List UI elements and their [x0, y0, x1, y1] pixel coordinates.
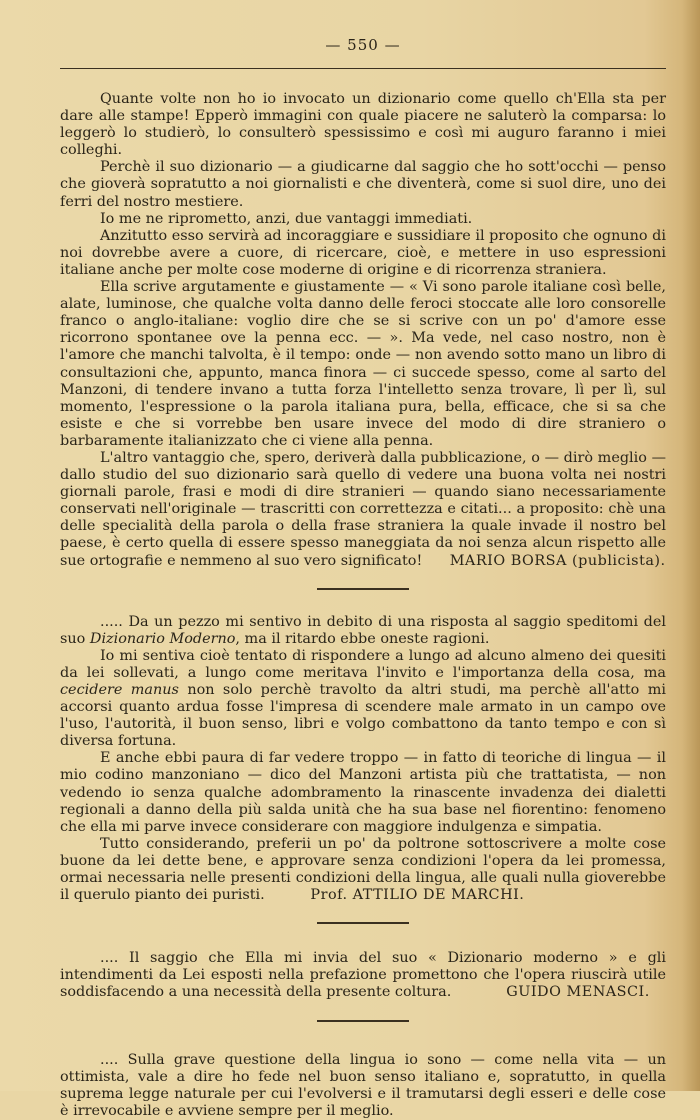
signature: Prof. ATTILIO DE MARCHI.	[310, 887, 525, 904]
letter-de-marchi	[60, 614, 666, 905]
letter-fragment	[60, 1052, 666, 1120]
paragraph: Anzitutto esso servirà ad incoraggiare e sussidiare il proposito che ognuno di noi dovrebbe avere a cuore, di ricercare, cioè, e mettere in uso espressioni italiane anche per molte cose moderne di origine e di ricorrenza straniera.	[60, 227, 666, 278]
separator-rule	[317, 1020, 409, 1022]
paragraph: .... Sulla grave questione della lingua io sono — come nella vita — un ottimista, vale a dire ho fede nel buon senso italiano e, sopratutto, in quella suprema legge naturale per cui l'evolversi e il tramutarsi degli esseri e delle cose è irrevocabile e avviene sempre per il meglio.	[60, 1051, 666, 1119]
letter-menasci	[60, 950, 666, 1001]
paragraph-text: Io mi sentiva cioè tentato di rispondere a lungo ad alcuno almeno dei quesiti da lei sollevati, a lungo come meritava l'invito e l'importanza della cosa, ma	[60, 647, 666, 681]
separator-rule	[317, 922, 409, 924]
paragraph: Io me ne riprometto, anzi, due vantaggi immediati.	[100, 210, 473, 227]
paragraph	[60, 614, 666, 648]
paragraph: E anche ebbi paura di far vedere troppo — in fatto di teoriche di lingua — il mio codino manzoniano — dico del Manzoni artista più che trattatista, — non vedendo io senza qualche adombramento la rinascente invadenza dei dialetti regionali a danno della più salda unità che ha sua base nel fiorentino: fenomeno che ella mi parve invece considerare con maggiore indulgenza e simpatia.	[60, 750, 666, 835]
paragraph-text: Tutto considerando, preferii un po' da poltrone sottoscrivere a molte cose buone da lei dette bene, e approvare senza condizioni l'opera da lei promessa, ormai necessaria nelle presenti condizioni della lingua, alle quali nulla gioverebbe il querulo pianto dei puristi.	[60, 835, 666, 904]
paragraph	[60, 950, 666, 1001]
paragraph-text: ..... Da un pezzo mi sentivo in debito di una risposta al saggio speditomi del suo	[60, 613, 666, 647]
paragraph-text: .... Il saggio che Ella mi invia del suo « Dizionario moderno » e gli intendimenti da Lei esposti nella prefazione promettono che l'opera riuscirà utile soddisfacendo a una necessità della presente coltura.	[60, 950, 666, 1001]
letter-borsa	[60, 91, 666, 570]
paragraph: Quante volte non ho io invocato un dizionario come quello ch'Ella sta per dare alle stampe! Epperò immagini con quale piacere ne saluterò la comparsa: lo leggerò lo studierò, lo consulterò spessissimo e così mi auguro faranno i miei colleghi.	[60, 91, 666, 159]
paragraph: Ella scrive argutamente e giustamente — « Vi sono parole italiane così belle, alate, luminose, che qualche volta danno delle feroci stoccate alle loro consorelle franco o anglo-italiane: voglio dire che se si scrive con un po' d'amore esse ricorrono spontanee ove la penna ecc. — ». Ma vede, nel caso nostro, non è l'amore che manchi talvolta, è il tempo: onde — non avendo sotto mano un libro di consultazioni che, appunto, manca finora — ci succede spesso, come al sarto del Manzoni, di tendere invano a tutta forza l'intelletto senza trovare, lì per lì, sul momento, l'espressione o la parola italiana pura, bella, efficace, che si sa che esiste e che si vorrebbe ben usare invece del modo di dire straniero o barbaramente italianizzato che ci viene alla penna.	[60, 279, 666, 449]
paragraph	[60, 648, 666, 751]
header-rule	[60, 68, 666, 69]
paragraph	[60, 836, 666, 904]
paragraph-text: non solo perchè travolto da altri studi, ma perchè all'atto mi accorsi quanto ardua fosse l'impresa di scendere male armato in un campo ove l'uso, l'autorità, il buon senso, libri e volgo combattono da tanto tempo e con sì diversa fortuna.	[60, 682, 666, 750]
book-title: Dizionario Moderno	[89, 630, 236, 647]
latin-phrase: cecidere manus	[60, 682, 179, 698]
paragraph	[60, 450, 666, 570]
signature: MARIO BORSA (publicista).	[449, 552, 666, 569]
separator-rule	[317, 588, 409, 590]
signature: GUIDO MENASCI.	[506, 984, 650, 1001]
page-edge-shadow	[682, 0, 700, 1091]
paragraph-text: L'altro vantaggio che, spero, deriverà dalla pubblicazione, o — dirò meglio — dallo studio del suo dizionario sarà quello di vedere una buona volta nei nostri giornali parole, frasi e modi di dire stranieri — quando siano necessariamente conservati nell'originale — trascritti con correttezza e citati... a proposito: chè una delle specialità della parola o della frase straniera la quale invade il nostro bel paese, è certo quella di essere spesso maneggiata da noi senza alcun rispetto alle sue ortografie e nemmeno al suo vero significato!	[60, 449, 666, 569]
paragraph-text: , ma il ritardo ebbe oneste ragioni.	[235, 630, 490, 647]
paragraph: Perchè il suo dizionario — a giudicarne dal saggio che ho sott'occhi — penso che gioverà sopratutto a noi giornalisti e che diventerà, come si suol dire, uno dei ferri del nostro mestiere.	[60, 159, 666, 210]
page-number: — 550 —	[325, 36, 401, 54]
